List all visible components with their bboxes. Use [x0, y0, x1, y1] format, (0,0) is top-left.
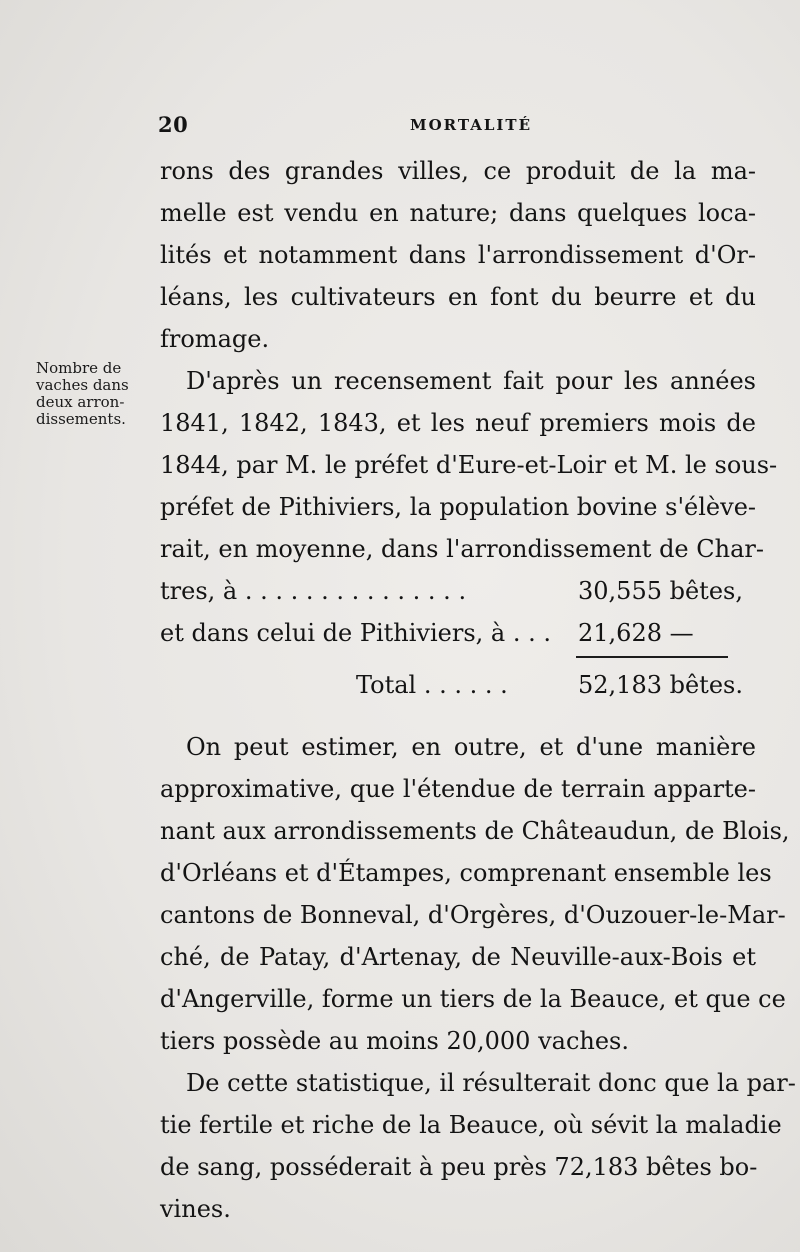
text-line: D'après un recensement fait pour les années [186, 367, 756, 395]
text-line: rait, en moyenne, dans l'arrondissement de Char- [160, 535, 764, 563]
tally-row-value: 21,628 — [578, 619, 694, 647]
text-line: fromage. [160, 325, 270, 353]
tally-row-label: et dans celui de Pithiviers, à . . . [160, 619, 551, 647]
text-line: préfet de Pithiviers, la population bovine s'élève- [160, 493, 756, 521]
text-line: ché, de Patay, d'Artenay, de Neuville-aux-Bois et [160, 943, 756, 971]
tally-total-label: Total . . . . . . [356, 671, 508, 699]
margin-note-line: deux arron- [36, 393, 125, 411]
text-line: de sang, posséderait à peu près 72,183 bêtes bo- [160, 1153, 758, 1181]
text-line: d'Angerville, forme un tiers de la Beauce, et que ce [160, 985, 786, 1013]
text-line: nant aux arrondissements de Châteaudun, de Blois, [160, 817, 790, 845]
text-line: 1844, par M. le préfet d'Eure-et-Loir et M. le sous- [160, 451, 778, 479]
margin-note-line: Nombre de [36, 359, 122, 377]
tally-row-value: 30,555 bêtes, [578, 577, 743, 605]
text-line: approximative, que l'étendue de terrain apparte- [160, 775, 756, 803]
margin-note-line: vaches dans [36, 376, 129, 394]
text-line: léans, les cultivateurs en font du beurre et du [160, 283, 756, 311]
margin-note-line: dissements. [36, 410, 126, 428]
text-line: melle est vendu en nature; dans quelques loca- [160, 199, 756, 227]
text-line: vines. [160, 1195, 231, 1223]
sum-rule [576, 656, 728, 658]
text-line: rons des grandes villes, ce produit de la ma- [160, 157, 756, 185]
text-line: cantons de Bonneval, d'Orgères, d'Ouzouer-le-Mar- [160, 901, 786, 929]
text-line: De cette statistique, il résulterait donc que la par- [186, 1069, 796, 1097]
running-title: MORTALITÉ [410, 116, 533, 134]
tally-total-value: 52,183 bêtes. [578, 671, 743, 699]
page-header [158, 112, 718, 142]
page-number: 20 [158, 112, 189, 137]
margin-note [36, 360, 154, 428]
tally-row-label: tres, à . . . . . . . . . . . . . . . [160, 577, 467, 605]
text-line: lités et notamment dans l'arrondissement d'Or- [160, 241, 756, 269]
text-line: On peut estimer, en outre, et d'une manière [186, 733, 756, 761]
text-line: tiers possède au moins 20,000 vaches. [160, 1027, 629, 1055]
text-line: tie fertile et riche de la Beauce, où sévit la maladie [160, 1111, 782, 1139]
text-line: 1841, 1842, 1843, et les neuf premiers mois de [160, 409, 756, 437]
text-line: d'Orléans et d'Étampes, comprenant ensemble les [160, 859, 772, 887]
